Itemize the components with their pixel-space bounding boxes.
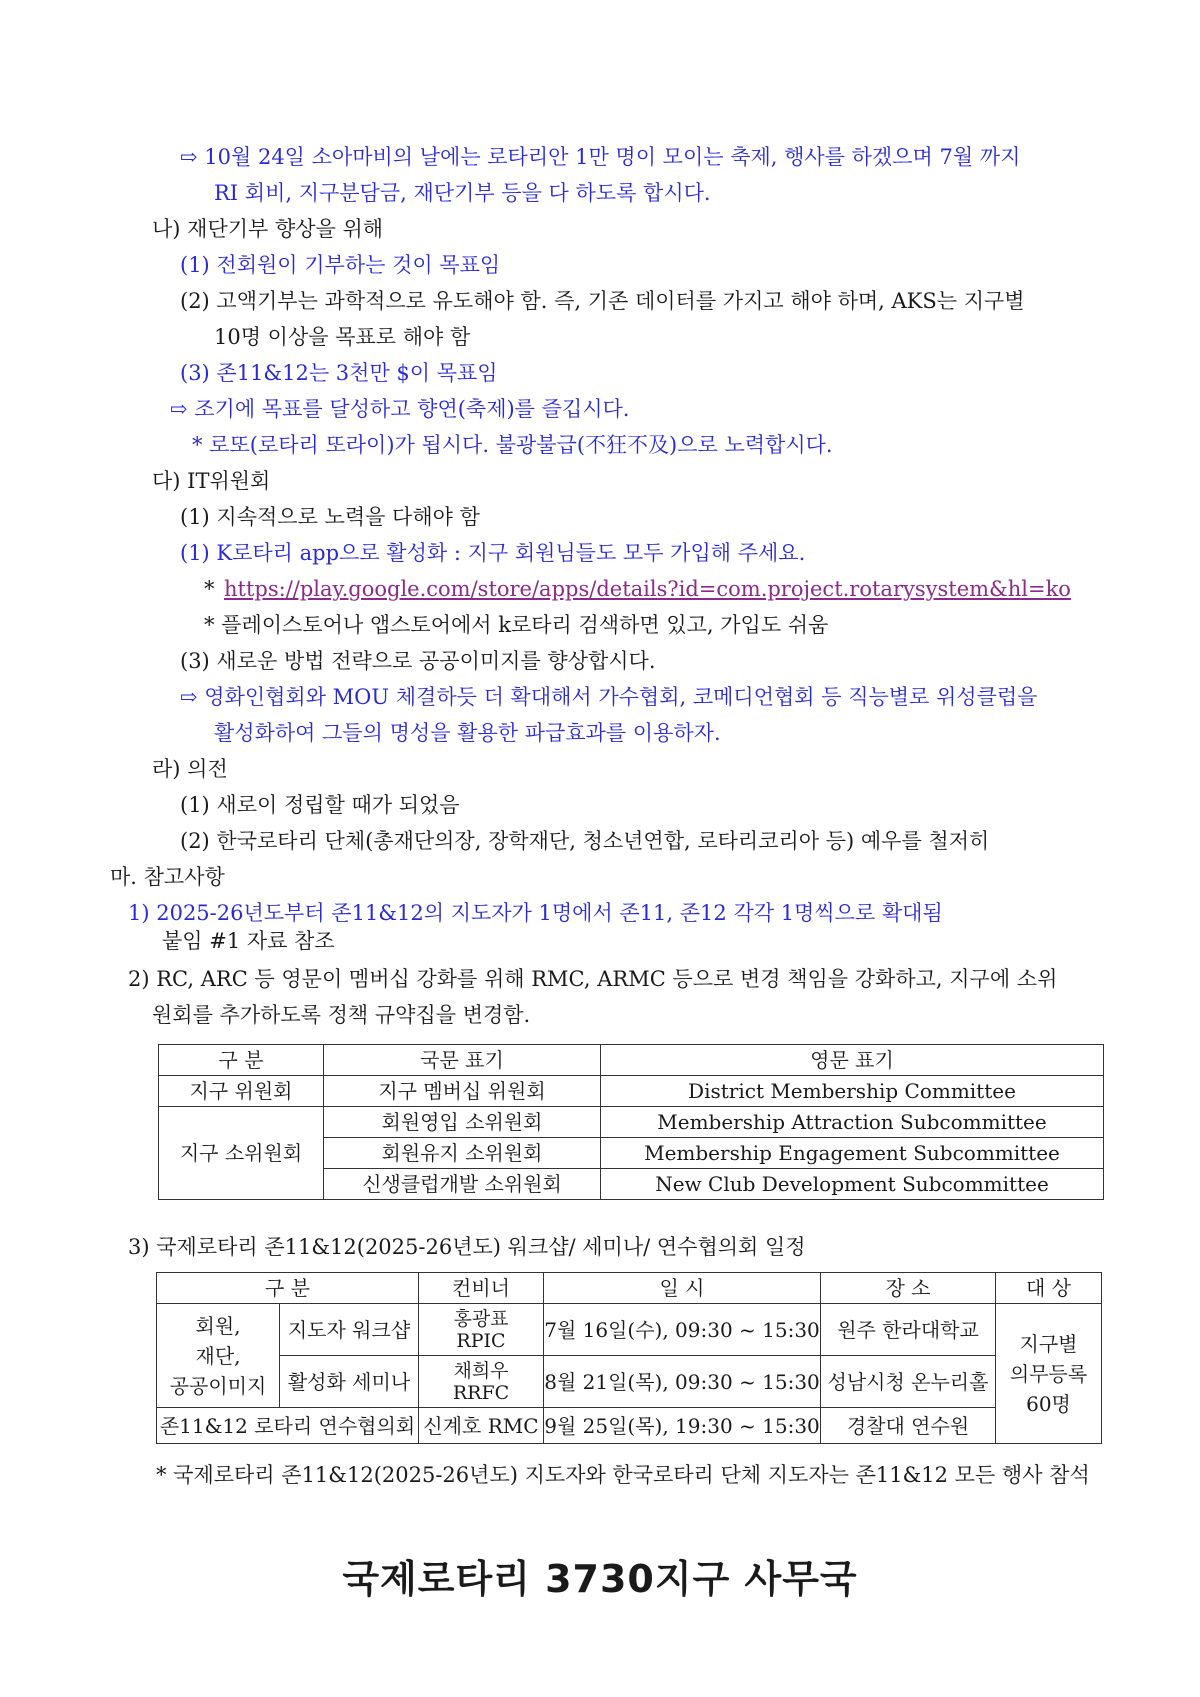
table-header: 구 분 bbox=[159, 1045, 324, 1076]
table-cell bbox=[419, 1356, 544, 1408]
text-line: (1) 지속적으로 노력을 다해야 함 bbox=[180, 505, 480, 529]
text-line: (3) 새로운 방법 전략으로 공공이미지를 향상합시다. bbox=[180, 649, 656, 673]
cell-line: 채희우 bbox=[453, 1359, 509, 1382]
table-header-row bbox=[159, 1045, 1104, 1076]
table-cell: 성남시청 온누리홀 bbox=[821, 1356, 996, 1408]
cell-line: 60명 bbox=[1026, 1391, 1071, 1416]
text-line: 원회를 추가하도록 정책 규약집을 변경함. bbox=[152, 1003, 531, 1027]
table-cell: New Club Development Subcommittee bbox=[601, 1169, 1104, 1200]
cell-line: RPIC bbox=[456, 1329, 506, 1352]
table-cell: Membership Engagement Subcommittee bbox=[601, 1138, 1104, 1169]
text-line: (2) 한국로타리 단체(총재단의장, 장학재단, 청소년연합, 로타리코리아 등) 예우를 철저히 bbox=[180, 829, 990, 853]
cell-line: 회원, bbox=[195, 1313, 241, 1338]
text-line: 활성화하여 그들의 명성을 활용한 파급효과를 이용하자. bbox=[214, 721, 721, 745]
table-row bbox=[159, 1107, 1104, 1138]
text-line: 붙임 #1 자료 참조 bbox=[162, 929, 335, 953]
cell-line: 홍광표 bbox=[453, 1307, 509, 1330]
table-header: 컨비너 bbox=[419, 1273, 544, 1304]
text-line: * 로또(로타리 또라이)가 됩시다. 불광불급(不狂不及)으로 노력합시다. bbox=[192, 433, 833, 457]
section-heading: 마. 참고사항 bbox=[110, 865, 225, 889]
text-line: (3) 존11&12는 3천만 $이 목표임 bbox=[180, 361, 498, 385]
table-cell: 9월 25일(목), 19:30 ~ 15:30 bbox=[544, 1408, 821, 1444]
table-header-row bbox=[157, 1273, 1102, 1304]
table-cell: 지구 멤버십 위원회 bbox=[324, 1076, 601, 1107]
cell-line: 의무등록 bbox=[1009, 1361, 1088, 1386]
text-line: RI 회비, 지구분담금, 재단기부 등을 다 하도록 합시다. bbox=[214, 181, 711, 205]
table-cell: 회원영입 소위원회 bbox=[324, 1107, 601, 1138]
table-cell: 경찰대 연수원 bbox=[821, 1408, 996, 1444]
text-line: (2) 고액기부는 과학적으로 유도해야 함. 즉, 기존 데이터를 가지고 해야 하며, AKS는 지구별 bbox=[180, 289, 1025, 313]
table-header: 구 분 bbox=[157, 1273, 419, 1304]
table-row bbox=[157, 1408, 1102, 1444]
text-line: ⇨ 10월 24일 소아마비의 날에는 로타리안 1만 명이 모이는 축제, 행사를 하겠으며 7월 까지 bbox=[180, 145, 1021, 169]
text-line: ⇨ 조기에 목표를 달성하고 향연(축제)를 즐깁시다. bbox=[170, 397, 630, 421]
committee-table bbox=[158, 1044, 1104, 1200]
text-line: * 플레이스토어나 앱스토어에서 k로타리 검색하면 있고, 가입도 쉬움 bbox=[204, 613, 829, 637]
table-cell: 8월 21일(목), 09:30 ~ 15:30 bbox=[544, 1356, 821, 1408]
table-header: 일 시 bbox=[544, 1273, 821, 1304]
table-header: 영문 표기 bbox=[601, 1045, 1104, 1076]
table-cell: 신생클럽개발 소위원회 bbox=[324, 1169, 601, 1200]
table-row bbox=[157, 1304, 1102, 1356]
text-line: 3) 국제로타리 존11&12(2025-26년도) 워크샵/ 세미나/ 연수협의회 일정 bbox=[128, 1235, 806, 1259]
table-cell: 활성화 세미나 bbox=[280, 1356, 419, 1408]
table-header: 국문 표기 bbox=[324, 1045, 601, 1076]
table-header: 대 상 bbox=[996, 1273, 1102, 1304]
app-store-link[interactable]: https://play.google.com/store/apps/details?id=com.project.rotarysystem&hl=ko bbox=[224, 577, 1071, 601]
table-cell: 원주 한라대학교 bbox=[821, 1304, 996, 1356]
cell-line: 지구별 bbox=[1019, 1331, 1078, 1356]
section-heading: 나) 재단기부 향상을 위해 bbox=[152, 217, 384, 241]
text-line: 1) 2025-26년도부터 존11&12의 지도자가 1명에서 존11, 존12 각각 1명씩으로 확대됨 bbox=[128, 901, 943, 925]
table-cell bbox=[996, 1304, 1102, 1444]
text-line: 2) RC, ARC 등 영문이 멤버십 강화를 위해 RMC, ARMC 등으로 변경 책임을 강화하고, 지구에 소위 bbox=[128, 967, 1058, 991]
table-cell: 지구 위원회 bbox=[159, 1076, 324, 1107]
table-cell bbox=[419, 1304, 544, 1356]
text-line: (1) K로타리 app으로 활성화 : 지구 회원님들도 모두 가입해 주세요. bbox=[180, 541, 806, 565]
table-cell: Membership Attraction Subcommittee bbox=[601, 1107, 1104, 1138]
table-row bbox=[157, 1356, 1102, 1408]
cell-line: RRFC bbox=[452, 1381, 510, 1404]
table-cell bbox=[157, 1304, 280, 1408]
organization-footer: 국제로타리 3730지구 사무국 bbox=[342, 1557, 858, 1601]
table-cell: District Membership Committee bbox=[601, 1076, 1104, 1107]
text-line: (1) 전회원이 기부하는 것이 목표임 bbox=[180, 253, 501, 277]
table-cell: 존11&12 로타리 연수협의회 bbox=[157, 1408, 419, 1444]
footnote: * 국제로타리 존11&12(2025-26년도) 지도자와 한국로타리 단체 지도자는 존11&12 모든 행사 참석 bbox=[156, 1463, 1090, 1487]
text-line: (1) 새로이 정립할 때가 되었음 bbox=[180, 793, 460, 817]
section-heading: 라) 의전 bbox=[152, 757, 228, 781]
table-cell: 지구 소위원회 bbox=[159, 1107, 324, 1200]
section-heading: 다) IT위원회 bbox=[152, 469, 271, 493]
cell-line: 공공이미지 bbox=[169, 1373, 267, 1398]
table-row bbox=[159, 1076, 1104, 1107]
text-line: 10명 이상을 목표로 해야 함 bbox=[214, 325, 471, 349]
schedule-table bbox=[156, 1272, 1102, 1444]
table-header: 장 소 bbox=[821, 1273, 996, 1304]
table-cell: 신계호 RMC bbox=[419, 1408, 544, 1444]
text-line: ⇨ 영화인협회와 MOU 체결하듯 더 확대해서 가수협회, 코메디언협회 등 직능별로 위성클럽을 bbox=[180, 685, 1038, 709]
table-cell: 회원유지 소위원회 bbox=[324, 1138, 601, 1169]
cell-line: 재단, bbox=[195, 1343, 241, 1368]
table-cell: 지도자 워크샵 bbox=[280, 1304, 419, 1356]
table-cell: 7월 16일(수), 09:30 ~ 15:30 bbox=[544, 1304, 821, 1356]
bullet-marker: * bbox=[204, 577, 215, 601]
